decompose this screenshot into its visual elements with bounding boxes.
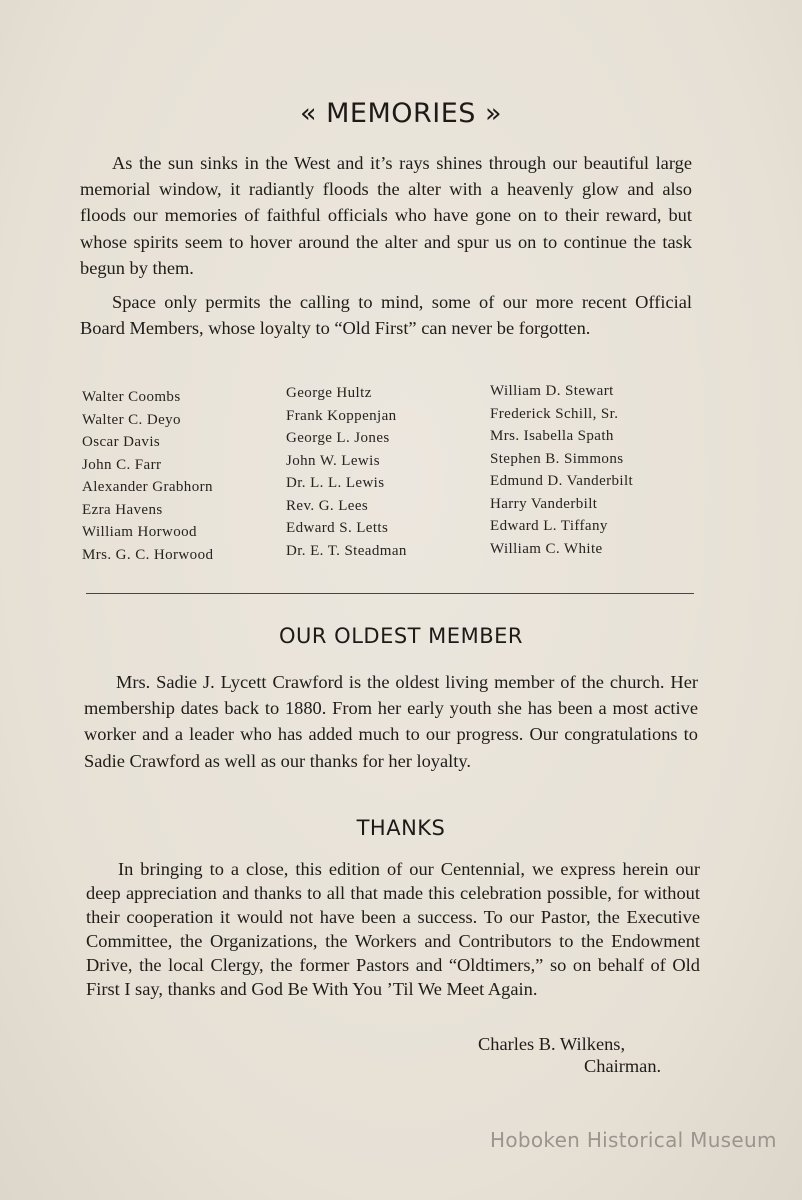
board-member-name: George L. Jones — [286, 430, 390, 446]
board-member-name: Edmund D. Vanderbilt — [490, 473, 634, 489]
board-member-name: Edward L. Tiffany — [490, 518, 608, 534]
board-member-name: Edward S. Letts — [286, 520, 389, 536]
board-member-name: William C. White — [490, 540, 603, 557]
oldest-member-paragraph: Mrs. Sadie J. Lycett Crawford is the oldest living member of the church. Her membership dates back to 1880. From her early youth she has been a most active worker and a leader who has added much to our progress. Our congratulations to Sadie Crawford as well as our thanks for her loyalty. — [84, 672, 698, 771]
board-member-name: Ezra Havens — [82, 501, 163, 518]
board-member-name: Walter Coombs — [82, 389, 181, 405]
board-member-name: George Hultz — [286, 385, 372, 401]
board-member-name: William D. Stewart — [490, 383, 614, 399]
memories-paragraph-1: As the sun sinks in the West and it’s rays shines through our beautiful large memorial window, it radiantly floods the alter with a heavenly glow and also floods our memories of faithful officials who have gone on to their reward, but whose spirits seem to hover around the alter and spur us on to continue the task begun by them. — [80, 153, 692, 278]
board-member-name: Walter C. Deyo — [82, 411, 181, 428]
board-members-column-2 — [286, 382, 407, 562]
board-member-name: Dr. E. T. Steadman — [286, 542, 407, 559]
board-member-name: William Horwood — [82, 524, 197, 540]
board-member-name: Rev. G. Lees — [286, 497, 369, 514]
museum-watermark: Hoboken Historical Museum — [490, 1128, 777, 1152]
board-member-name: John C. Farr — [82, 456, 162, 473]
thanks-heading: THANKS — [356, 816, 446, 840]
thanks-paragraph: In bringing to a close, this edition of our Centennial, we express herein our deep appreciation and thanks to all that made this celebration possible, for without their cooperation it would not have been a success. To our Pastor, the Executive Committee, the Organizations, the Workers and Contributors to the Endowment Drive, the local Clergy, the former Pastors and “Oldtimers,” so on behalf of Old First I say, thanks and God Be With You ’Til We Meet Again. — [86, 859, 700, 999]
board-member-name: Alexander Grabhorn — [82, 479, 213, 495]
memories-heading: « MEMORIES » — [299, 98, 503, 129]
board-members-column-1 — [82, 386, 213, 566]
board-member-name: John W. Lewis — [286, 452, 380, 469]
board-member-name: Mrs. Isabella Spath — [490, 428, 614, 444]
board-member-name: Stephen B. Simmons — [490, 450, 624, 467]
board-member-name: Harry Vanderbilt — [490, 495, 598, 512]
board-member-name: Frank Koppenjan — [286, 407, 397, 424]
board-member-name: Frederick Schill, Sr. — [490, 405, 619, 422]
signature-title: Chairman. — [584, 1056, 662, 1076]
signature-name: Charles B. Wilkens, — [478, 1034, 626, 1054]
oldest-member-heading: OUR OLDEST MEMBER — [279, 624, 523, 648]
board-members-column-3 — [490, 380, 633, 560]
board-member-name: Dr. L. L. Lewis — [286, 475, 385, 491]
board-member-name: Oscar Davis — [82, 434, 161, 450]
board-member-name: Mrs. G. C. Horwood — [82, 546, 214, 563]
section-divider — [86, 593, 694, 594]
memories-paragraph-2: Space only permits the calling to mind, some of our more recent Official Board Members, whose loyalty to “Old First” can never be forgotten. — [80, 292, 692, 339]
